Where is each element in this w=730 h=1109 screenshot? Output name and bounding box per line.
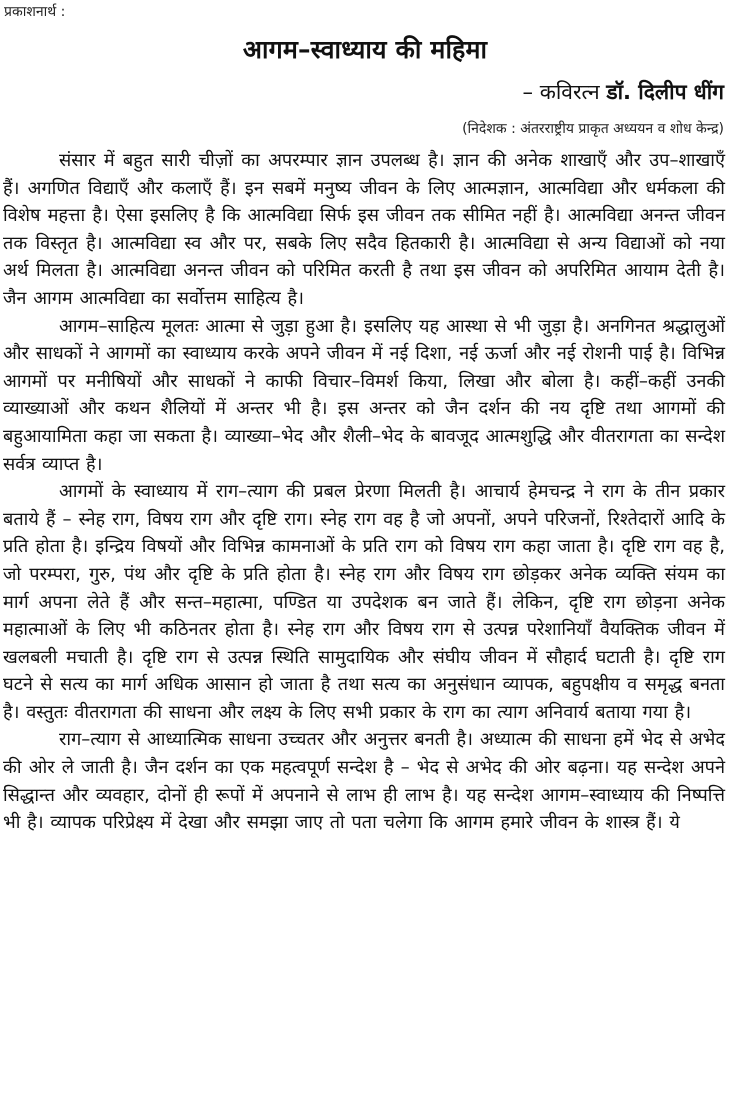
paragraph-2: आगम–साहित्य मूलतः आत्मा से जुड़ा हुआ है। इसलिए यह आस्था से भी जुड़ा है। अनगिनत श्रद्धालुओं और साधकों ने आगमों का स्वाध्याय करके अपने जीवन में नई दिशा, नई ऊर्जा और नई रोशनी पाई है। विभिन्न आगमों पर मनीषियों और साधकों ने काफी विचार–विमर्श किया, लिखा और बोला है। कहीं–कहीं उनकी व्याख्याओं और कथन शैलियों में अन्तर भी है। इस अन्तर को जैन दर्शन की नय दृष्टि तथा आगमों की बहुआयामिता कहा जा सकता है। व्याख्या–भेद और शैली–भेद के बावजूद आत्मशुद्धि और वीतरागता का सन्देश सर्वत्र व्याप्त है।: [3, 315, 725, 475]
paragraph-3: आगमों के स्वाध्याय में राग–त्याग की प्रबल प्रेरणा मिलती है। आचार्य हेमचन्द्र ने राग के तीन प्रकार बताये हैं – स्नेह राग, विषय राग और दृष्टि राग। स्नेह राग वह है जो अपनों, अपने परिजनों, रिश्तेदारों आदि के प्रति होता है। इन्द्रिय विषयों और विभिन्न कामनाओं के प्रति राग को विषय राग कहा जाता है। दृष्टि राग वह है, जो परम्परा, गुरु, पंथ और दृष्टि के प्रति होता है। स्नेह राग और विषय राग छोड़कर अनेक व्यक्ति संयम का मार्ग अपना लेते हैं और सन्त–महात्मा, पण्डित या उपदेशक बन जाते हैं। लेकिन, दृष्टि राग छोड़ना अनेक महात्माओं के लिए भी कठिनतर होता है। स्नेह राग और विषय राग से उत्पन्न परेशानियाँ वैयक्तिक जीवन में खलबली मचाती है। दृष्टि राग से उत्पन्न स्थिति सामुदायिक और संघीय जीवन में सौहार्द घटाती है। दृष्टि राग घटने से सत्य का मार्ग अधिक आसान हो जाता है तथा सत्य का अनुसंधान व्यापक, बहुपक्षीय व समृद्ध बनता है। वस्तुतः वीतरागता की साधना और लक्ष्य के लिए सभी प्रकार के राग का त्याग अनिवार्य बताया गया है।: [3, 481, 726, 723]
author-prefix: – कविरत्न: [522, 80, 607, 104]
author-designation: (निदेशक : अंतरराष्ट्रीय प्राकृत अध्ययन व शोध केन्द्र): [462, 121, 724, 137]
article-body: [3, 147, 725, 837]
author-line: [523, 78, 724, 106]
paragraph-1: संसार में बहुत सारी चीज़ों का अपरम्पार ज्ञान उपलब्ध है। ज्ञान की अनेक शाखाएँ और उप–शाखाएँ हैं। अगणित विद्याएँ और कलाएँ हैं। इन सबमें मनुष्य जीवन के लिए आत्मज्ञान, आत्मविद्या और धर्मकला की विशेष महत्ता है। ऐसा इसलिए है कि आत्मविद्या सिर्फ इस जीवन तक सीमित नहीं है। आत्मविद्या अनन्त जीवन तक विस्तृत है। आत्मविद्या स्व और पर, सबके लिए सदैव हितकारी है। आत्मविद्या से अन्य विद्याओं को नया अर्थ मिलता है। आत्मविद्या अनन्त जीवन को परिमित करती है तथा इस जीवन को अपरिमित आयाम देती है। जैन आगम आत्मविद्या का सर्वोत्तम साहित्य है।: [3, 150, 725, 309]
article-title: आगम–स्वाध्याय की महिमा: [242, 35, 488, 64]
publication-label: प्रकाशनार्थ :: [4, 4, 66, 20]
paragraph-4: राग–त्याग से आध्यात्मिक साधना उच्चतर और अनुत्तर बनती है। अध्यात्म की साधना हमें भेद से अभेद की ओर ले जाती है। जैन दर्शन का एक महत्वपूर्ण सन्देश है – भेद से अभेद की ओर बढ़ना। यह सन्देश अपने सिद्धान्त और व्यवहार, दोनों ही रूपों में अपनाने से लाभ ही लाभ है। यह सन्देश आगम–स्वाध्याय की निष्पत्ति भी है। व्यापक परिप्रेक्ष्य में देखा और समझा जाए तो पता चलेगा कि आगम हमारे जीवन के शास्त्र हैं। ये: [3, 729, 725, 834]
author-name: डॉ. दिलीप धींग: [606, 80, 724, 104]
